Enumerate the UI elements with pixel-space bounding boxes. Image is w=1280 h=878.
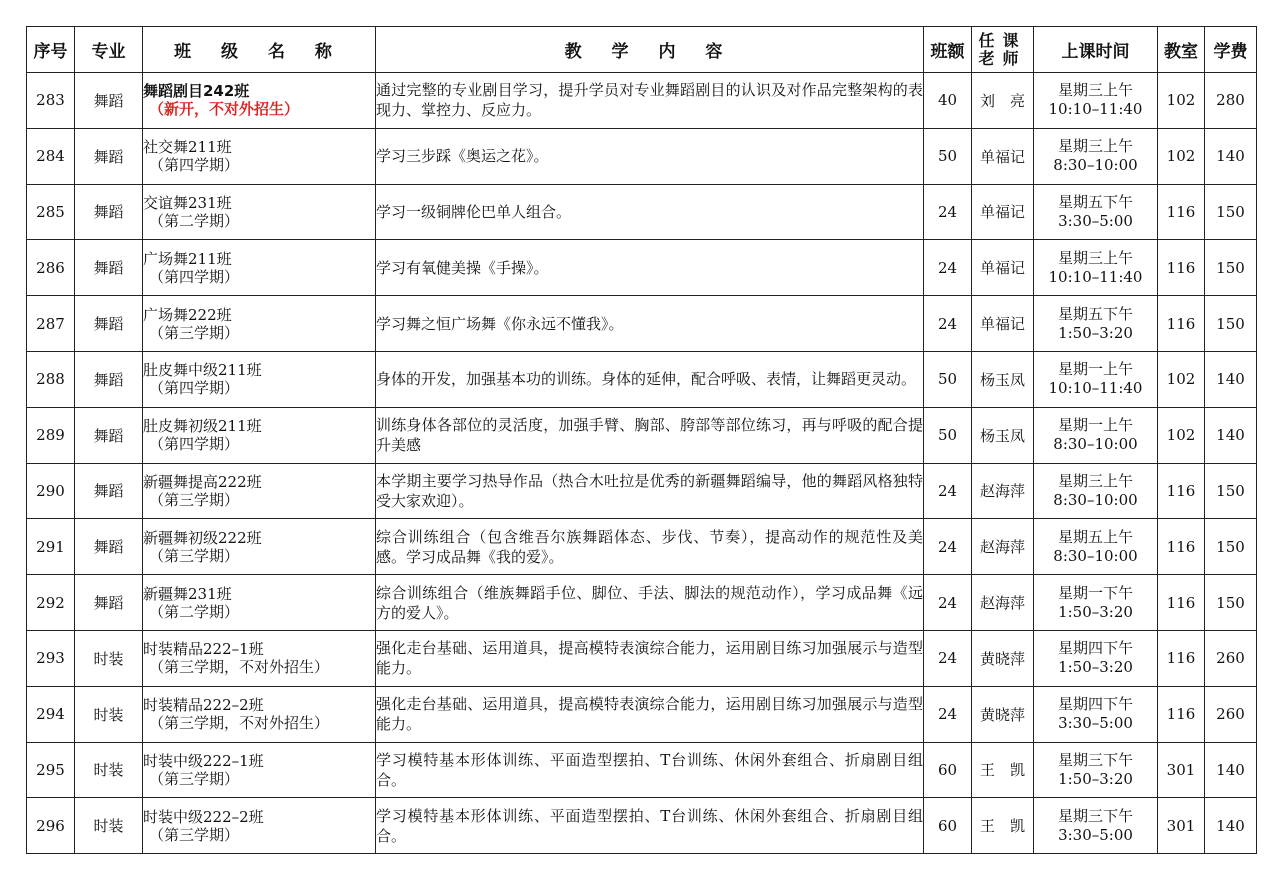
class-day: 星期四下午: [1057, 695, 1133, 714]
class-name-cell: [143, 128, 376, 184]
header-row: [27, 27, 1257, 73]
class-name-cell: [143, 686, 376, 742]
seq-cell: 294: [27, 686, 75, 742]
quota-cell: 24: [924, 240, 972, 296]
major-cell: 舞蹈: [75, 519, 143, 575]
header-seq: 序号: [27, 27, 75, 73]
class-day: 星期三下午: [1057, 806, 1133, 825]
class-note: （第三学期）: [149, 825, 240, 844]
header-teacher-line2: 老师: [978, 48, 1027, 68]
class-note: （第三学期，不对外招生）: [149, 658, 330, 677]
class-day: 星期一下午: [1057, 583, 1133, 602]
class-name-cell: [143, 798, 376, 854]
time-cell: [1034, 686, 1158, 742]
class-note: （第三学期）: [149, 546, 240, 565]
content-cell: 强化走台基础、运用道具，提高模特表演综合能力，运用剧目练习加强展示与造型能力。: [376, 686, 924, 742]
time-cell: [1034, 128, 1158, 184]
class-day: 星期五下午: [1057, 304, 1133, 323]
teacher-cell: 单福记: [972, 296, 1034, 352]
fee-cell: 150: [1205, 240, 1257, 296]
time-cell: [1034, 351, 1158, 407]
room-cell: 116: [1158, 240, 1205, 296]
major-cell: 舞蹈: [75, 463, 143, 519]
table-row: [27, 798, 1257, 854]
seq-cell: 289: [27, 407, 75, 463]
course-table: [26, 26, 1257, 854]
class-hours: 1:50–3:20: [1058, 658, 1133, 677]
header-time: 上课时间: [1034, 27, 1158, 73]
time-cell: [1034, 184, 1158, 240]
class-name: 新疆舞初级222班: [143, 528, 262, 547]
class-hours: 1:50–3:20: [1058, 769, 1133, 788]
major-cell: 舞蹈: [75, 351, 143, 407]
table-row: [27, 73, 1257, 129]
room-cell: 116: [1158, 519, 1205, 575]
class-hours: 8:30–10:00: [1053, 490, 1138, 509]
content-cell: 综合训练组合（维族舞蹈手位、脚位、手法、脚法的规范动作），学习成品舞《远方的爱人》。: [376, 575, 924, 631]
fee-cell: 140: [1205, 351, 1257, 407]
class-hours: 1:50–3:20: [1058, 323, 1133, 342]
time-cell: [1034, 73, 1158, 129]
quota-cell: 24: [924, 184, 972, 240]
fee-cell: 280: [1205, 73, 1257, 129]
class-name: 广场舞222班: [143, 305, 232, 324]
fee-cell: 260: [1205, 686, 1257, 742]
table-body: [27, 73, 1257, 854]
class-note: （第四学期）: [149, 435, 240, 454]
class-name: 时装中级222–1班: [143, 751, 264, 770]
seq-cell: 285: [27, 184, 75, 240]
seq-cell: 296: [27, 798, 75, 854]
seq-cell: 287: [27, 296, 75, 352]
content-cell: 学习模特基本形体训练、平面造型摆拍、T台训练、休闲外套组合、折扇剧目组合。: [376, 798, 924, 854]
teacher-cell: 王 凯: [972, 798, 1034, 854]
class-note: （第三学期）: [149, 323, 240, 342]
major-cell: 时装: [75, 630, 143, 686]
table-row: [27, 686, 1257, 742]
class-name: 时装精品222–1班: [143, 640, 264, 659]
header-fee: 学费: [1205, 27, 1257, 73]
class-name-cell: [143, 296, 376, 352]
class-day: 星期一上午: [1057, 360, 1133, 379]
class-hours: 10:10–11:40: [1048, 379, 1143, 398]
teacher-cell: 黄晓萍: [972, 686, 1034, 742]
seq-cell: 286: [27, 240, 75, 296]
teacher-cell: 单福记: [972, 240, 1034, 296]
major-cell: 舞蹈: [75, 128, 143, 184]
table-row: [27, 296, 1257, 352]
room-cell: 102: [1158, 351, 1205, 407]
teacher-cell: 黄晓萍: [972, 630, 1034, 686]
class-note: （第三学期）: [149, 769, 240, 788]
quota-cell: 60: [924, 798, 972, 854]
class-note: （第二学期）: [149, 211, 240, 230]
table-row: [27, 184, 1257, 240]
seq-cell: 284: [27, 128, 75, 184]
class-name-cell: [143, 519, 376, 575]
seq-cell: 291: [27, 519, 75, 575]
table-row: [27, 240, 1257, 296]
time-cell: [1034, 575, 1158, 631]
teacher-cell: 王 凯: [972, 742, 1034, 798]
time-cell: [1034, 240, 1158, 296]
seq-cell: 295: [27, 742, 75, 798]
class-note: （第四学期）: [149, 379, 240, 398]
class-name-cell: [143, 407, 376, 463]
class-name: 时装精品222–2班: [143, 696, 264, 715]
table-row: [27, 463, 1257, 519]
header-room: 教室: [1158, 27, 1205, 73]
class-hours: 10:10–11:40: [1048, 267, 1143, 286]
class-name-cell: [143, 351, 376, 407]
seq-cell: 288: [27, 351, 75, 407]
content-cell: 学习有氧健美操《手操》。: [376, 240, 924, 296]
header-major: 专业: [75, 27, 143, 73]
teacher-cell: 刘 亮: [972, 73, 1034, 129]
quota-cell: 24: [924, 575, 972, 631]
content-cell: 本学期主要学习热导作品（热合木吐拉是优秀的新疆舞蹈编导，他的舞蹈风格独特受大家欢迎）。: [376, 463, 924, 519]
major-cell: 舞蹈: [75, 240, 143, 296]
class-note: （第四学期）: [149, 267, 240, 286]
class-hours: 8:30–10:00: [1053, 546, 1138, 565]
class-note: （新开，不对外招生）: [149, 100, 300, 119]
fee-cell: 140: [1205, 128, 1257, 184]
class-note: （第二学期）: [149, 602, 240, 621]
class-hours: 3:30–5:00: [1058, 825, 1133, 844]
major-cell: 舞蹈: [75, 575, 143, 631]
major-cell: 舞蹈: [75, 296, 143, 352]
header-teacher: [972, 27, 1034, 73]
teacher-cell: 赵海萍: [972, 575, 1034, 631]
class-name-cell: [143, 184, 376, 240]
class-hours: 3:30–5:00: [1058, 714, 1133, 733]
class-name-cell: [143, 73, 376, 129]
table-row: [27, 630, 1257, 686]
class-day: 星期五上午: [1057, 527, 1133, 546]
time-cell: [1034, 463, 1158, 519]
class-note: （第三学期）: [149, 490, 240, 509]
room-cell: 116: [1158, 575, 1205, 631]
table-row: [27, 407, 1257, 463]
fee-cell: 150: [1205, 184, 1257, 240]
quota-cell: 24: [924, 296, 972, 352]
teacher-cell: 单福记: [972, 184, 1034, 240]
teacher-cell: 赵海萍: [972, 463, 1034, 519]
fee-cell: 150: [1205, 519, 1257, 575]
class-day: 星期三下午: [1057, 750, 1133, 769]
table-row: [27, 519, 1257, 575]
quota-cell: 24: [924, 630, 972, 686]
room-cell: 301: [1158, 798, 1205, 854]
class-name: 新疆舞231班: [143, 584, 232, 603]
class-name-cell: [143, 463, 376, 519]
content-cell: 学习一级铜牌伦巴单人组合。: [376, 184, 924, 240]
quota-cell: 50: [924, 128, 972, 184]
seq-cell: 283: [27, 73, 75, 129]
quota-cell: 24: [924, 463, 972, 519]
class-name-cell: [143, 575, 376, 631]
content-cell: 学习三步踩《奥运之花》。: [376, 128, 924, 184]
table-row: [27, 742, 1257, 798]
class-hours: 10:10–11:40: [1048, 100, 1143, 119]
room-cell: 116: [1158, 296, 1205, 352]
class-name: 交谊舞231班: [143, 193, 232, 212]
room-cell: 116: [1158, 184, 1205, 240]
fee-cell: 150: [1205, 296, 1257, 352]
teacher-cell: 单福记: [972, 128, 1034, 184]
quota-cell: 50: [924, 351, 972, 407]
class-day: 星期三上午: [1057, 248, 1133, 267]
content-cell: 综合训练组合（包含维吾尔族舞蹈体态、步伐、节奏），提高动作的规范性及美感。学习成品舞《我的爱》。: [376, 519, 924, 575]
quota-cell: 40: [924, 73, 972, 129]
major-cell: 时装: [75, 686, 143, 742]
content-cell: 学习舞之恒广场舞《你永远不懂我》。: [376, 296, 924, 352]
class-name: 广场舞211班: [143, 249, 232, 268]
time-cell: [1034, 519, 1158, 575]
class-name: 时装中级222–2班: [143, 807, 264, 826]
class-name: 肚皮舞初级211班: [143, 417, 262, 436]
room-cell: 116: [1158, 686, 1205, 742]
seq-cell: 293: [27, 630, 75, 686]
header-content: 教 学 内 容: [376, 27, 924, 73]
schedule-sheet: [26, 26, 1257, 854]
class-name-cell: [143, 742, 376, 798]
room-cell: 102: [1158, 407, 1205, 463]
time-cell: [1034, 630, 1158, 686]
quota-cell: 60: [924, 742, 972, 798]
class-name: 社交舞211班: [143, 138, 232, 157]
fee-cell: 140: [1205, 742, 1257, 798]
fee-cell: 260: [1205, 630, 1257, 686]
major-cell: 舞蹈: [75, 73, 143, 129]
major-cell: 舞蹈: [75, 407, 143, 463]
class-name-cell: [143, 630, 376, 686]
class-name: 新疆舞提高222班: [143, 472, 262, 491]
fee-cell: 140: [1205, 798, 1257, 854]
major-cell: 时装: [75, 742, 143, 798]
fee-cell: 150: [1205, 463, 1257, 519]
room-cell: 301: [1158, 742, 1205, 798]
class-hours: 1:50–3:20: [1058, 602, 1133, 621]
class-hours: 8:30–10:00: [1053, 435, 1138, 454]
content-cell: 通过完整的专业剧目学习，提升学员对专业舞蹈剧目的认识及对作品完整架构的表现力、掌控力、反应力。: [376, 73, 924, 129]
teacher-cell: 杨玉凤: [972, 351, 1034, 407]
header-teacher-line1: 任课: [978, 30, 1027, 50]
fee-cell: 140: [1205, 407, 1257, 463]
time-cell: [1034, 407, 1158, 463]
room-cell: 102: [1158, 73, 1205, 129]
fee-cell: 150: [1205, 575, 1257, 631]
class-name: 舞蹈剧目242班: [143, 82, 250, 101]
quota-cell: 24: [924, 686, 972, 742]
teacher-cell: 赵海萍: [972, 519, 1034, 575]
room-cell: 116: [1158, 463, 1205, 519]
table-row: [27, 351, 1257, 407]
header-class-name: 班 级 名 称: [143, 27, 376, 73]
class-day: 星期三上午: [1057, 137, 1133, 156]
table-row: [27, 128, 1257, 184]
major-cell: 时装: [75, 798, 143, 854]
class-day: 星期四下午: [1057, 639, 1133, 658]
seq-cell: 292: [27, 575, 75, 631]
time-cell: [1034, 296, 1158, 352]
class-day: 星期三上午: [1057, 471, 1133, 490]
time-cell: [1034, 742, 1158, 798]
class-hours: 8:30–10:00: [1053, 156, 1138, 175]
header-quota: 班额: [924, 27, 972, 73]
table-row: [27, 575, 1257, 631]
class-day: 星期五下午: [1057, 192, 1133, 211]
class-name: 肚皮舞中级211班: [143, 361, 262, 380]
room-cell: 116: [1158, 630, 1205, 686]
major-cell: 舞蹈: [75, 184, 143, 240]
time-cell: [1034, 798, 1158, 854]
seq-cell: 290: [27, 463, 75, 519]
teacher-cell: 杨玉凤: [972, 407, 1034, 463]
class-day: 星期一上午: [1057, 416, 1133, 435]
content-cell: 训练身体各部位的灵活度，加强手臂、胸部、胯部等部位练习，再与呼吸的配合提升美感: [376, 407, 924, 463]
content-cell: 强化走台基础、运用道具，提高模特表演综合能力，运用剧目练习加强展示与造型能力。: [376, 630, 924, 686]
class-hours: 3:30–5:00: [1058, 211, 1133, 230]
content-cell: 学习模特基本形体训练、平面造型摆拍、T台训练、休闲外套组合、折扇剧目组合。: [376, 742, 924, 798]
content-cell: 身体的开发，加强基本功的训练。身体的延伸，配合呼吸、表情，让舞蹈更灵动。: [376, 351, 924, 407]
quota-cell: 24: [924, 519, 972, 575]
class-note: （第四学期）: [149, 156, 240, 175]
class-name-cell: [143, 240, 376, 296]
class-day: 星期三上午: [1057, 81, 1133, 100]
room-cell: 102: [1158, 128, 1205, 184]
quota-cell: 50: [924, 407, 972, 463]
class-note: （第三学期，不对外招生）: [149, 714, 330, 733]
